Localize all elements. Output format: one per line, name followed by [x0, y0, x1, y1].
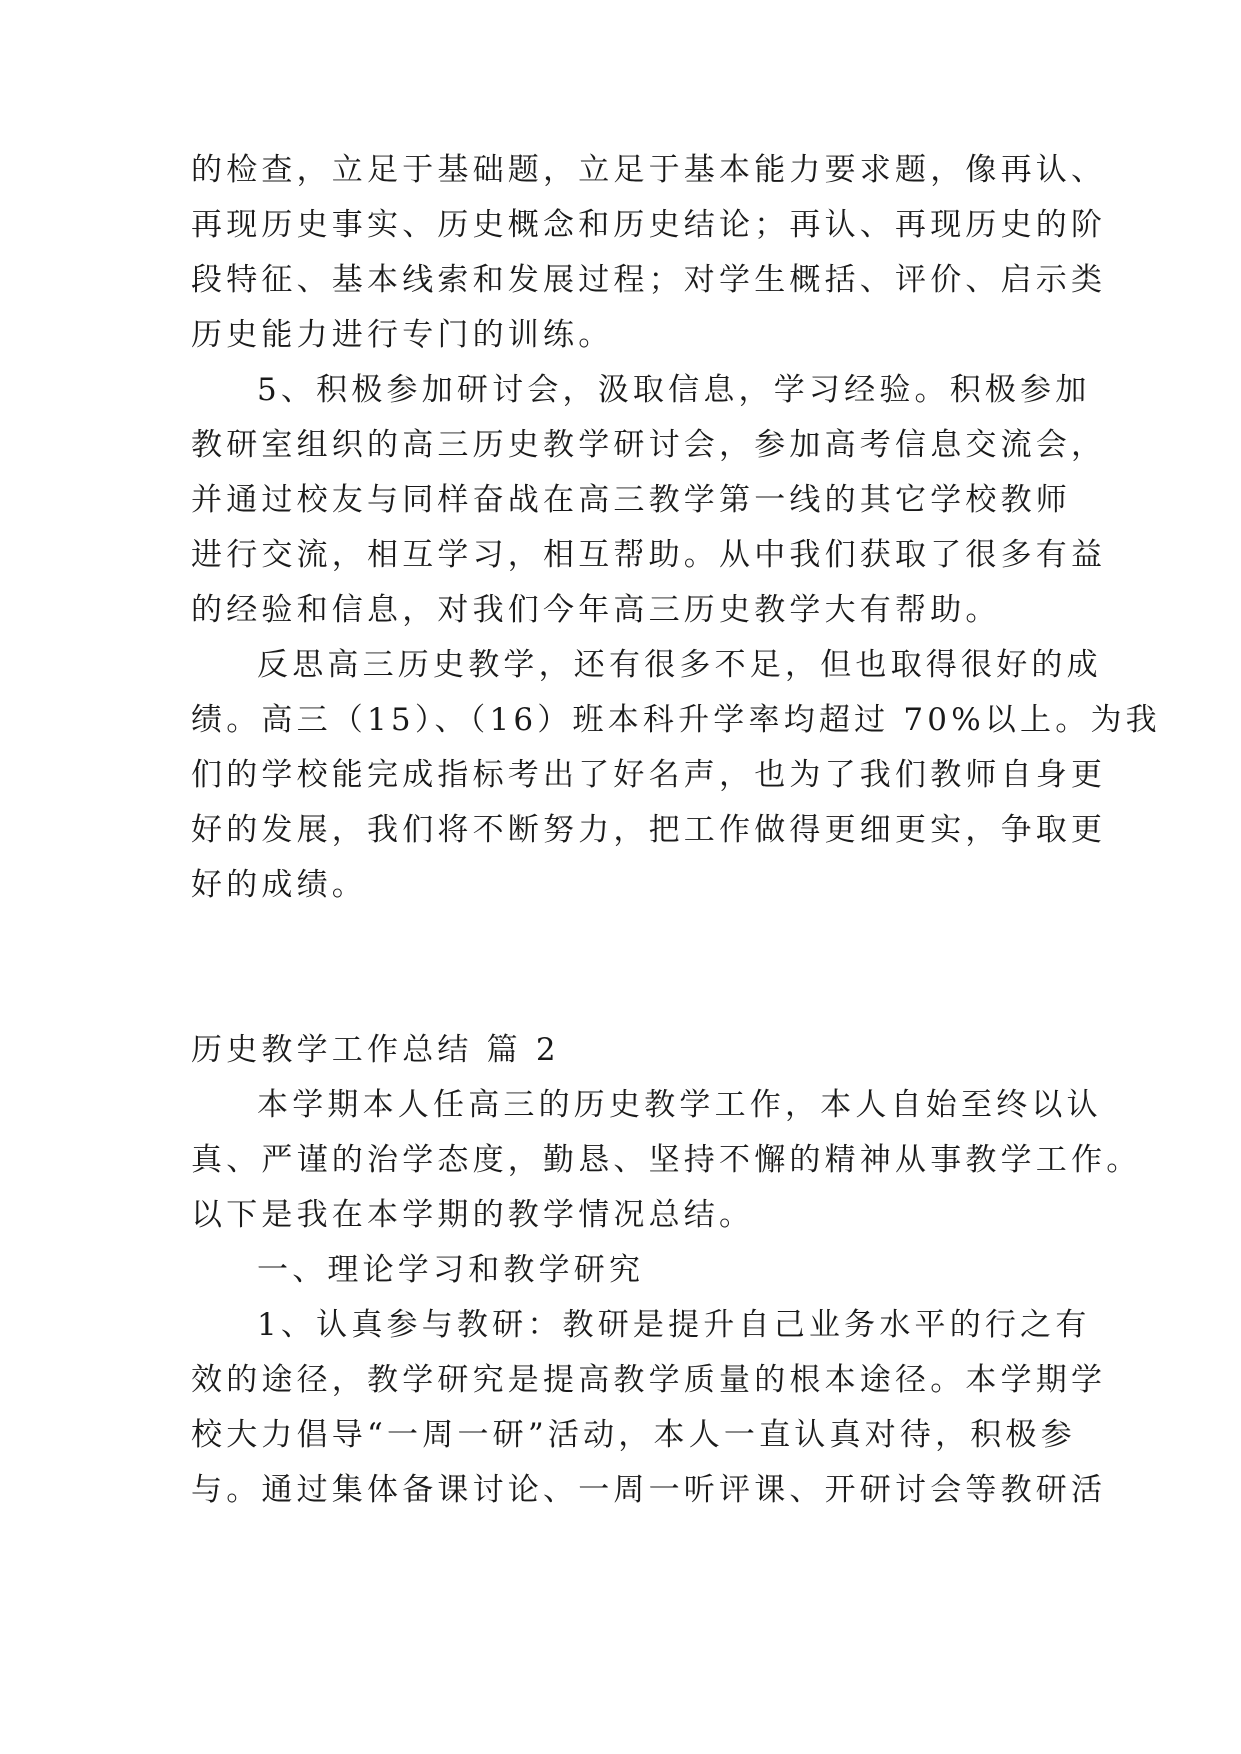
paragraph-line: 好的发展，我们将不断努力，把工作做得更细更实，争取更	[191, 812, 1107, 848]
paragraph-line: 再现历史事实、历史概念和历史结论；再认、再现历史的阶	[191, 207, 1107, 243]
paragraph-line: 们的学校能完成指标考出了好名声，也为了我们教师自身更	[191, 757, 1107, 793]
paragraph-line: 好的成绩。	[191, 867, 367, 903]
paragraph-line: 反思高三历史教学，还有很多不足，但也取得很好的成	[257, 647, 1102, 683]
paragraph-line: 以下是我在本学期的教学情况总结。	[191, 1197, 755, 1233]
paragraph-line: 的经验和信息，对我们今年高三历史教学大有帮助。	[191, 592, 1001, 628]
paragraph-line: 绩。高三（15）、（16）班本科升学率均超过 70%以上。为我	[191, 702, 1161, 738]
paragraph-line: 1、认真参与教研：教研是提升自己业务水平的行之有	[257, 1307, 1091, 1343]
paragraph-line: 效的途径，教学研究是提高教学质量的根本途径。本学期学	[191, 1362, 1107, 1398]
section-heading: 历史教学工作总结 篇 2	[191, 1032, 560, 1068]
paragraph-line: 并通过校友与同样奋战在高三教学第一线的其它学校教师	[191, 482, 1071, 518]
paragraph-line: 5、积极参加研讨会，汲取信息，学习经验。积极参加	[257, 372, 1091, 408]
paragraph-line: 历史能力进行专门的训练。	[191, 317, 614, 353]
paragraph-line: 本学期本人任高三的历史教学工作，本人自始至终以认	[257, 1087, 1102, 1123]
paragraph-line: 与。通过集体备课讨论、一周一听评课、开研讨会等教研活	[191, 1472, 1107, 1508]
paragraph-line: 教研室组织的高三历史教学研讨会，参加高考信息交流会，	[191, 427, 1107, 463]
subsection-heading: 一、理论学习和教学研究	[257, 1252, 645, 1288]
paragraph-line: 真、严谨的治学态度，勤恳、坚持不懈的精神从事教学工作。	[191, 1142, 1142, 1178]
paragraph-line: 段特征、基本线索和发展过程；对学生概括、评价、启示类	[191, 262, 1107, 298]
paragraph-line: 的检查，立足于基础题，立足于基本能力要求题，像再认、	[191, 152, 1107, 188]
paragraph-line: 进行交流，相互学习，相互帮助。从中我们获取了很多有益	[191, 537, 1107, 573]
paragraph-line: 校大力倡导“一周一研”活动，本人一直认真对待，积极参	[191, 1417, 1076, 1453]
